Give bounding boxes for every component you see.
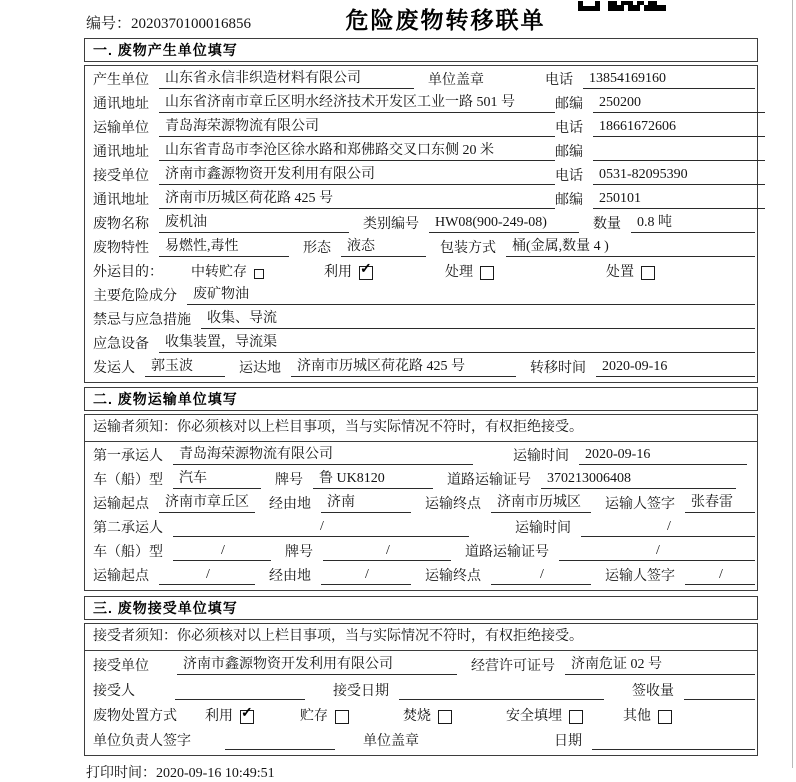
trait-label: 废物特性 xyxy=(93,241,149,256)
chief-signature-row xyxy=(93,728,755,753)
incinerate-checkbox xyxy=(438,710,452,724)
route-row-2 xyxy=(93,564,755,588)
treat-checkbox xyxy=(480,266,494,280)
date-field xyxy=(592,748,755,750)
vehicle-row-1 xyxy=(93,468,755,492)
trait-field: 易燃性,毒性 xyxy=(159,239,289,257)
transfer-date-field: 2020-09-16 xyxy=(596,359,755,377)
origin-label: 运输起点 xyxy=(93,569,149,584)
chief-sign-label: 单位负责人签字 xyxy=(93,734,191,749)
zip-label: 邮编 xyxy=(555,97,583,112)
transporter-label: 运输单位 xyxy=(93,121,149,136)
plate-label: 牌号 xyxy=(275,473,303,488)
via1-field: 济南 xyxy=(321,495,411,513)
purpose-option-label: 利用 xyxy=(324,265,352,280)
receiver-zip-field: 250101 xyxy=(593,191,765,209)
carrier-sign2-field: / xyxy=(685,567,755,585)
carrier-sign-label: 运输人签字 xyxy=(605,569,675,584)
waste-name-row xyxy=(93,212,755,236)
consignor-field: 郭玉波 xyxy=(145,359,225,377)
purpose-option-label: 处理 xyxy=(445,265,473,280)
taboo-measures-row xyxy=(93,308,755,332)
transporter-address-row xyxy=(93,140,755,164)
transport-time1-field: 2020-09-16 xyxy=(579,447,747,465)
accept-unit-field: 济南市鑫源物资开发利用有限公司 xyxy=(177,657,457,675)
disposal-method-label: 废物处置方式 xyxy=(93,709,177,724)
receiver-label: 接受单位 xyxy=(93,169,149,184)
purpose-option-label: 处置 xyxy=(606,265,634,280)
vehicle-type1-field: 汽车 xyxy=(173,471,261,489)
print-time-label: 打印时间： xyxy=(86,766,156,781)
accept-date-label: 接受日期 xyxy=(333,684,389,699)
transfer-date-label: 转移时间 xyxy=(530,361,586,376)
accept-unit-row xyxy=(93,653,755,678)
route-row-1 xyxy=(93,492,755,516)
second-carrier-row xyxy=(93,516,755,540)
endpoint-label: 运输终点 xyxy=(425,569,481,584)
unit-seal-label: 单位盖章 xyxy=(363,734,419,749)
quantity-field: 0.8 吨 xyxy=(631,215,755,233)
receiver-row xyxy=(93,164,755,188)
waste-name-label: 废物名称 xyxy=(93,217,149,232)
form-label: 形态 xyxy=(303,241,331,256)
check-icon: ✓ xyxy=(241,706,253,721)
destination-label: 运达地 xyxy=(239,361,281,376)
first-carrier-row xyxy=(93,444,755,468)
accept-unit-label: 接受单位 xyxy=(93,659,149,674)
producer-phone-field: 13854169160 xyxy=(583,71,755,89)
transporter-field: 青岛海荣源物流有限公司 xyxy=(159,119,555,137)
producer-label: 产生单位 xyxy=(93,73,149,88)
section2-header: 二. 废物运输单位填写 xyxy=(84,387,758,411)
zip-label: 邮编 xyxy=(555,193,583,208)
producer-address-row xyxy=(93,92,755,116)
transporter-phone-field: 18661672606 xyxy=(593,119,765,137)
origin-label: 运输起点 xyxy=(93,497,149,512)
page-right-edge xyxy=(792,0,793,768)
equipment-label: 应急设备 xyxy=(93,337,149,352)
address-label: 通讯地址 xyxy=(93,193,149,208)
transfer-storage-checkbox xyxy=(254,269,264,279)
address-label: 通讯地址 xyxy=(93,97,149,112)
road-permit-label: 道路运输证号 xyxy=(447,473,531,488)
waste-trait-row xyxy=(93,236,755,260)
disposal-method-row xyxy=(93,703,755,728)
equipment-field: 收集装置，导流渠 xyxy=(159,335,755,353)
consignor-label: 发运人 xyxy=(93,361,135,376)
check-icon: ✓ xyxy=(360,262,372,277)
acceptor-row xyxy=(93,678,755,703)
seal-label: 单位盖章 xyxy=(428,73,484,88)
consignor-row xyxy=(93,356,755,380)
license-field: 济南危证 02 号 xyxy=(565,657,755,675)
acceptor-field xyxy=(175,698,305,700)
via-label: 经由地 xyxy=(269,497,311,512)
chief-sign-field xyxy=(225,748,335,750)
plate-label: 牌号 xyxy=(285,545,313,560)
disposal-option-label: 贮存 xyxy=(300,709,328,724)
plate2-field: / xyxy=(323,543,451,561)
dispose-checkbox xyxy=(641,266,655,280)
producer-address-field: 山东省济南市章丘区明水经济技术开发区工业一路 501 号 xyxy=(159,95,555,113)
transporter-row xyxy=(93,116,755,140)
phone-label: 电话 xyxy=(555,169,583,184)
packing-field: 桶(金属,数量 4 ) xyxy=(506,239,755,257)
form-field: 液态 xyxy=(341,239,426,257)
disposal-option-label: 焚烧 xyxy=(403,709,431,724)
waste-name-field: 废机油 xyxy=(159,215,349,233)
hazard-field: 废矿物油 xyxy=(187,287,755,305)
road-permit2-field: / xyxy=(559,543,755,561)
transport-time-label: 运输时间 xyxy=(515,521,571,536)
hazard-label: 主要危险成分 xyxy=(93,289,177,304)
second-carrier-label: 第二承运人 xyxy=(93,521,163,536)
quantity-label: 数量 xyxy=(593,217,621,232)
purpose-row xyxy=(93,260,755,284)
carrier-sign1-field: 张春雷 xyxy=(685,495,755,513)
phone-label: 电话 xyxy=(545,73,573,88)
phone-label: 电话 xyxy=(555,121,583,136)
page-title: 危险废物转移联单 xyxy=(345,7,546,33)
disposal-option-label: 安全填埋 xyxy=(506,709,562,724)
receiver-address-row xyxy=(93,188,755,212)
sign-quantity-field xyxy=(684,698,755,700)
transport-time2-field: / xyxy=(581,519,755,537)
sign-quantity-label: 签收量 xyxy=(632,684,674,699)
category-label: 类别编号 xyxy=(363,217,419,232)
disposal-option-label: 其他 xyxy=(623,709,651,724)
receiver-address-field: 济南市历城区荷花路 425 号 xyxy=(159,191,555,209)
acceptor-label: 接受人 xyxy=(93,684,135,699)
other-checkbox xyxy=(658,710,672,724)
section1-body xyxy=(84,65,758,383)
via-label: 经由地 xyxy=(269,569,311,584)
producer-zip-field: 250200 xyxy=(593,95,765,113)
producer-row xyxy=(93,68,755,92)
address-label: 通讯地址 xyxy=(93,145,149,160)
via2-field: / xyxy=(321,567,411,585)
form-body xyxy=(84,38,758,782)
utilize-checkbox xyxy=(359,262,373,280)
receiver-field: 济南市鑫源物资开发利用有限公司 xyxy=(159,167,555,185)
print-time xyxy=(86,762,758,782)
first-carrier-field: 青岛海荣源物流有限公司 xyxy=(173,447,473,465)
section1-header: 一. 废物产生单位填写 xyxy=(84,38,758,62)
destination-field: 济南市历城区荷花路 425 号 xyxy=(291,359,516,377)
vehicle-type-label: 车（船）型 xyxy=(93,473,163,488)
endpoint2-field: / xyxy=(491,567,591,585)
vehicle-type2-field: / xyxy=(173,543,271,561)
accept-date-field xyxy=(399,698,604,700)
purpose-label: 外运目的： xyxy=(93,265,163,280)
plate1-field: 鲁 UK8120 xyxy=(313,471,433,489)
hazard-component-row xyxy=(93,284,755,308)
category-field: HW08(900-249-08) xyxy=(429,215,579,233)
first-carrier-label: 第一承运人 xyxy=(93,449,163,464)
taboo-label: 禁忌与应急措施 xyxy=(93,313,191,328)
taboo-field: 收集、导流 xyxy=(201,311,755,329)
purpose-option-label: 中转贮存 xyxy=(191,265,247,280)
packing-label: 包装方式 xyxy=(440,241,496,256)
license-label: 经营许可证号 xyxy=(471,659,555,674)
disposal-option-label: 利用 xyxy=(205,709,233,724)
receiver-notice: 接受者须知：你必须核对以上栏目事项，当与实际情况不符时，有权拒绝接受。 xyxy=(85,624,757,651)
carrier-sign-label: 运输人签字 xyxy=(605,497,675,512)
receiver-phone-field: 0531-82095390 xyxy=(593,167,765,185)
origin2-field: / xyxy=(159,567,255,585)
road-permit-label: 道路运输证号 xyxy=(465,545,549,560)
serial-label: 编号： xyxy=(86,16,132,32)
emergency-equipment-row xyxy=(93,332,755,356)
transporter-address-field: 山东省青岛市李沧区徐水路和郑佛路交叉口东侧 20 米 xyxy=(159,143,555,161)
storage-checkbox xyxy=(335,710,349,724)
endpoint-label: 运输终点 xyxy=(425,497,481,512)
print-time-value: 2020-09-16 10:49:51 xyxy=(156,766,275,781)
vehicle-row-2 xyxy=(93,540,755,564)
origin1-field: 济南市章丘区 xyxy=(159,495,255,513)
section2-body xyxy=(84,414,758,591)
section3-body xyxy=(84,623,758,756)
zip-label: 邮编 xyxy=(555,145,583,160)
transporter-notice: 运输者须知：你必须核对以上栏目事项，当与实际情况不符时，有权拒绝接受。 xyxy=(85,415,757,442)
road-permit1-field: 370213006408 xyxy=(541,471,736,489)
transporter-zip-field xyxy=(593,159,765,161)
date-label: 日期 xyxy=(554,734,582,749)
producer-field: 山东省永信非织造材料有限公司 xyxy=(159,71,414,89)
landfill-checkbox xyxy=(569,710,583,724)
transport-time-label: 运输时间 xyxy=(513,449,569,464)
endpoint1-field: 济南市历城区 xyxy=(491,495,591,513)
section3-header: 三. 废物接受单位填写 xyxy=(84,596,758,620)
utilize-checkbox xyxy=(240,706,254,724)
second-carrier-field: / xyxy=(173,519,469,537)
serial-value: 2020370100016856 xyxy=(131,16,252,32)
vehicle-type-label: 车（船）型 xyxy=(93,545,163,560)
